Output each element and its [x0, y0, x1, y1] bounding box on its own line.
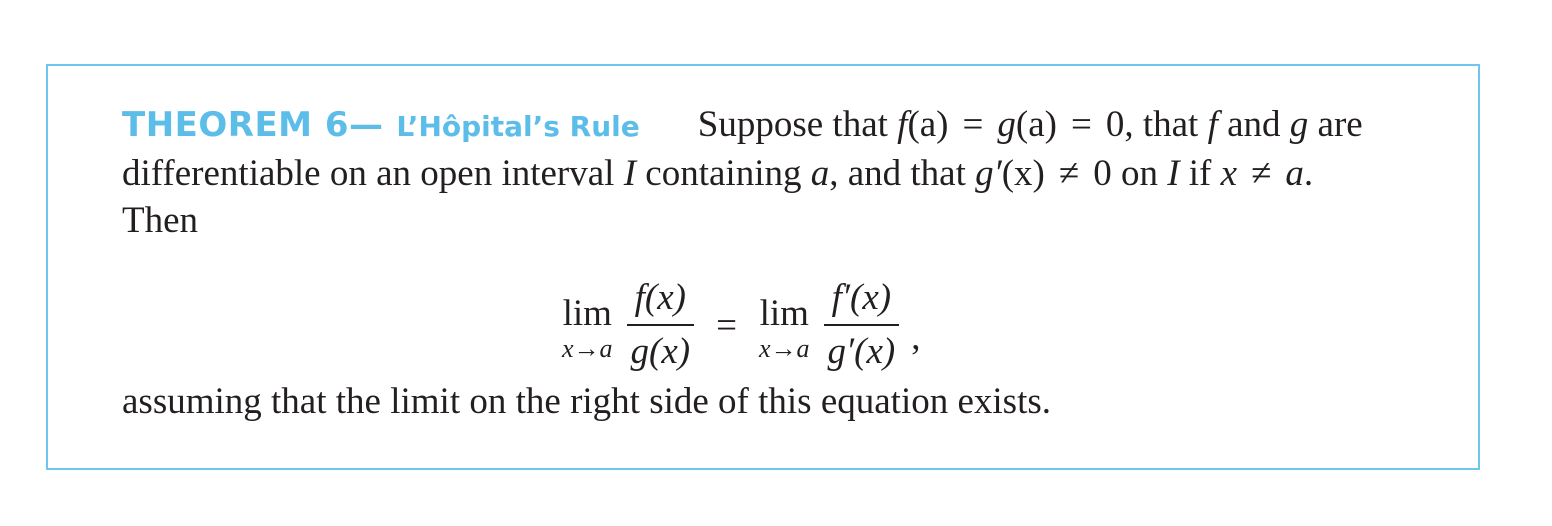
- text-if: if: [1179, 153, 1221, 194]
- theorem-closing: assuming that the limit on the right side of this equation exists.: [122, 381, 1052, 422]
- math-f-2: f: [1207, 104, 1218, 145]
- display-equals: =: [716, 304, 737, 346]
- math-not-equal-2: ≠: [1251, 153, 1272, 194]
- text-are: are: [1308, 104, 1363, 145]
- denominator-left: g(x): [630, 331, 691, 372]
- math-equals-2: =: [1070, 104, 1092, 145]
- math-equals: =: [962, 104, 984, 145]
- math-zero: 0: [1105, 104, 1125, 145]
- math-f: f: [897, 104, 908, 145]
- theorem-heading: [122, 102, 640, 145]
- theorem-content: [122, 100, 1422, 422]
- display-comma: ,: [911, 316, 921, 358]
- theorem-label: THEOREM 6: [122, 105, 350, 145]
- math-not-equal: ≠: [1058, 153, 1080, 194]
- lim-label-2: lim: [759, 293, 809, 334]
- lim-subscript-2: x→a: [759, 334, 810, 363]
- theorem-box: [46, 64, 1480, 470]
- text-period: .: [1303, 153, 1314, 194]
- math-g-prime: g′: [975, 153, 1002, 194]
- math-a-paren: (a): [907, 104, 949, 145]
- theorem-line-1: [122, 100, 1422, 150]
- denominator-right: g′(x): [827, 331, 896, 372]
- math-a: a: [810, 153, 830, 194]
- fraction-right: [824, 276, 900, 374]
- math-I: I: [623, 153, 637, 194]
- text-and: and: [1217, 104, 1290, 145]
- math-zero-2: 0: [1093, 153, 1112, 194]
- fraction-left: [627, 276, 695, 374]
- theorem-line-3: Then: [122, 200, 199, 241]
- lim-subscript: x→a: [562, 334, 613, 363]
- text-and-that: , and that: [829, 153, 976, 194]
- text-containing: containing: [636, 153, 811, 194]
- lim-label: lim: [562, 293, 612, 334]
- math-x: x: [1220, 153, 1238, 194]
- text-that: , that: [1124, 104, 1208, 145]
- limit-right: [759, 294, 810, 364]
- theorem-line-2: [122, 150, 1422, 197]
- theorem-name: L’Hôpital’s Rule: [396, 110, 640, 143]
- text-differentiable: differentiable on an open interval: [122, 153, 624, 194]
- display-formula: [562, 260, 920, 390]
- numerator-right: f′(x): [831, 277, 892, 318]
- math-a-2: a: [1285, 153, 1304, 194]
- numerator-left: f(x): [634, 277, 687, 318]
- math-x-paren: (x): [1001, 153, 1045, 194]
- limit-left: [562, 294, 613, 364]
- math-g-2: g: [1289, 104, 1309, 145]
- theorem-dash: —: [349, 105, 384, 145]
- math-I-2: I: [1167, 153, 1180, 194]
- text-suppose: Suppose that: [697, 104, 898, 145]
- math-g: g: [997, 104, 1016, 145]
- math-a-paren-2: (a): [1015, 104, 1057, 145]
- text-on: on: [1111, 153, 1168, 194]
